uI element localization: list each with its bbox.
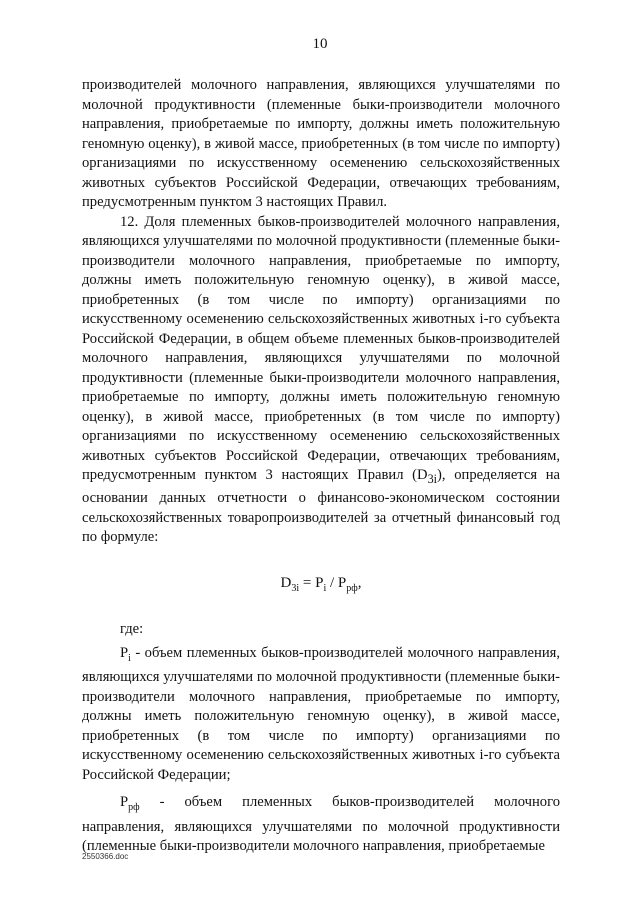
definition-pi-symbol — [120, 644, 131, 664]
formula-prf-sub: рф — [346, 582, 358, 594]
footer-doc-name: 2550366.doc — [82, 852, 129, 861]
document-body — [82, 76, 560, 857]
formula-p-sub: i — [323, 582, 327, 594]
formula-d-sub: 3i — [291, 582, 300, 594]
definition-pi-text: - объем племенных быков-производителей молочного направления, являющихся улучшателями по молочной продуктивности (племенные быки-производители молочного направления, приобретаемые по импорту, должны иметь положительную геномную оценку), в живой массе, приобретенных (в том числе по импорту) организациями по искусственному осеменению сельскохозяйственных животных i-го субъекта Российской Федерации; — [82, 644, 560, 783]
paragraph-continuation: производителей молочного направления, являющихся улучшателями по молочной продуктивности (племенные быки-производители молочного направления, приобретаемые по импорту, должны иметь положительную геномную оценку), в живой массе, приобретенных (в том числе по импорту) организациями по искусственному осеменению сельскохозяйственных животных субъектов Российской Федерации, отвечающих требованиям, предусмотренным пунктом 3 настоящих Правил. — [82, 77, 560, 210]
paragraph-12-text-end: ), определяется на основании данных отчетности о финансово-экономическом состоянии сельскохозяйственных товаропроизводителей за отчетный финансовый год по формуле: — [82, 467, 561, 546]
formula — [82, 574, 560, 599]
formula-end: , — [357, 574, 362, 591]
formula-d: D — [280, 574, 292, 591]
definition-prf-symbol — [120, 794, 140, 814]
paragraph-12 — [82, 213, 560, 548]
formula-div: / P — [326, 574, 347, 591]
prf-symbol: P — [120, 794, 129, 811]
paragraph-12-subscript: 3i — [427, 471, 438, 486]
definition-prf — [82, 793, 560, 856]
pi-symbol-sub: i — [128, 652, 131, 664]
formula-eq: = P — [299, 574, 324, 591]
paragraph-12-text: 12. Доля племенных быков-производителей молочного направления, являющихся улучшателями по молочной продуктивности (племенные быки-производители молочного направления, приобретаемые по импорту, должны иметь положительную геномную оценку), в живой массе, приобретенных (в том числе по импорту) организациями по искусственному осеменению сельскохозяйственных животных i-го субъекта Российской Федерации, в общем объеме племенных быков-производителей молочного направления, являющихся улучшателями по молочной продуктивности (племенные быки-производители молочного направления, приобретаемые по импорту, должны иметь положительную геномную оценку), в живой массе, приобретенных (в том числе по импорту) организациями по искусственному осеменению сельскохозяйственных животных субъектов Российской Федерации, отвечающих требованиям, предусмотренным пунктом 3 настоящих Правил (D — [82, 213, 560, 483]
where-label: где: — [120, 621, 144, 638]
definition-pi — [82, 644, 560, 785]
definition-prf-text: - объем племенных быков-производителей молочного направления, являющихся улучшателями по молочной продуктивности (племенные быки-производители молочного направления, приобретаемые — [82, 794, 560, 855]
pi-symbol: P — [120, 644, 129, 661]
page-number: 10 — [312, 36, 328, 52]
prf-symbol-sub: рф — [128, 802, 140, 814]
